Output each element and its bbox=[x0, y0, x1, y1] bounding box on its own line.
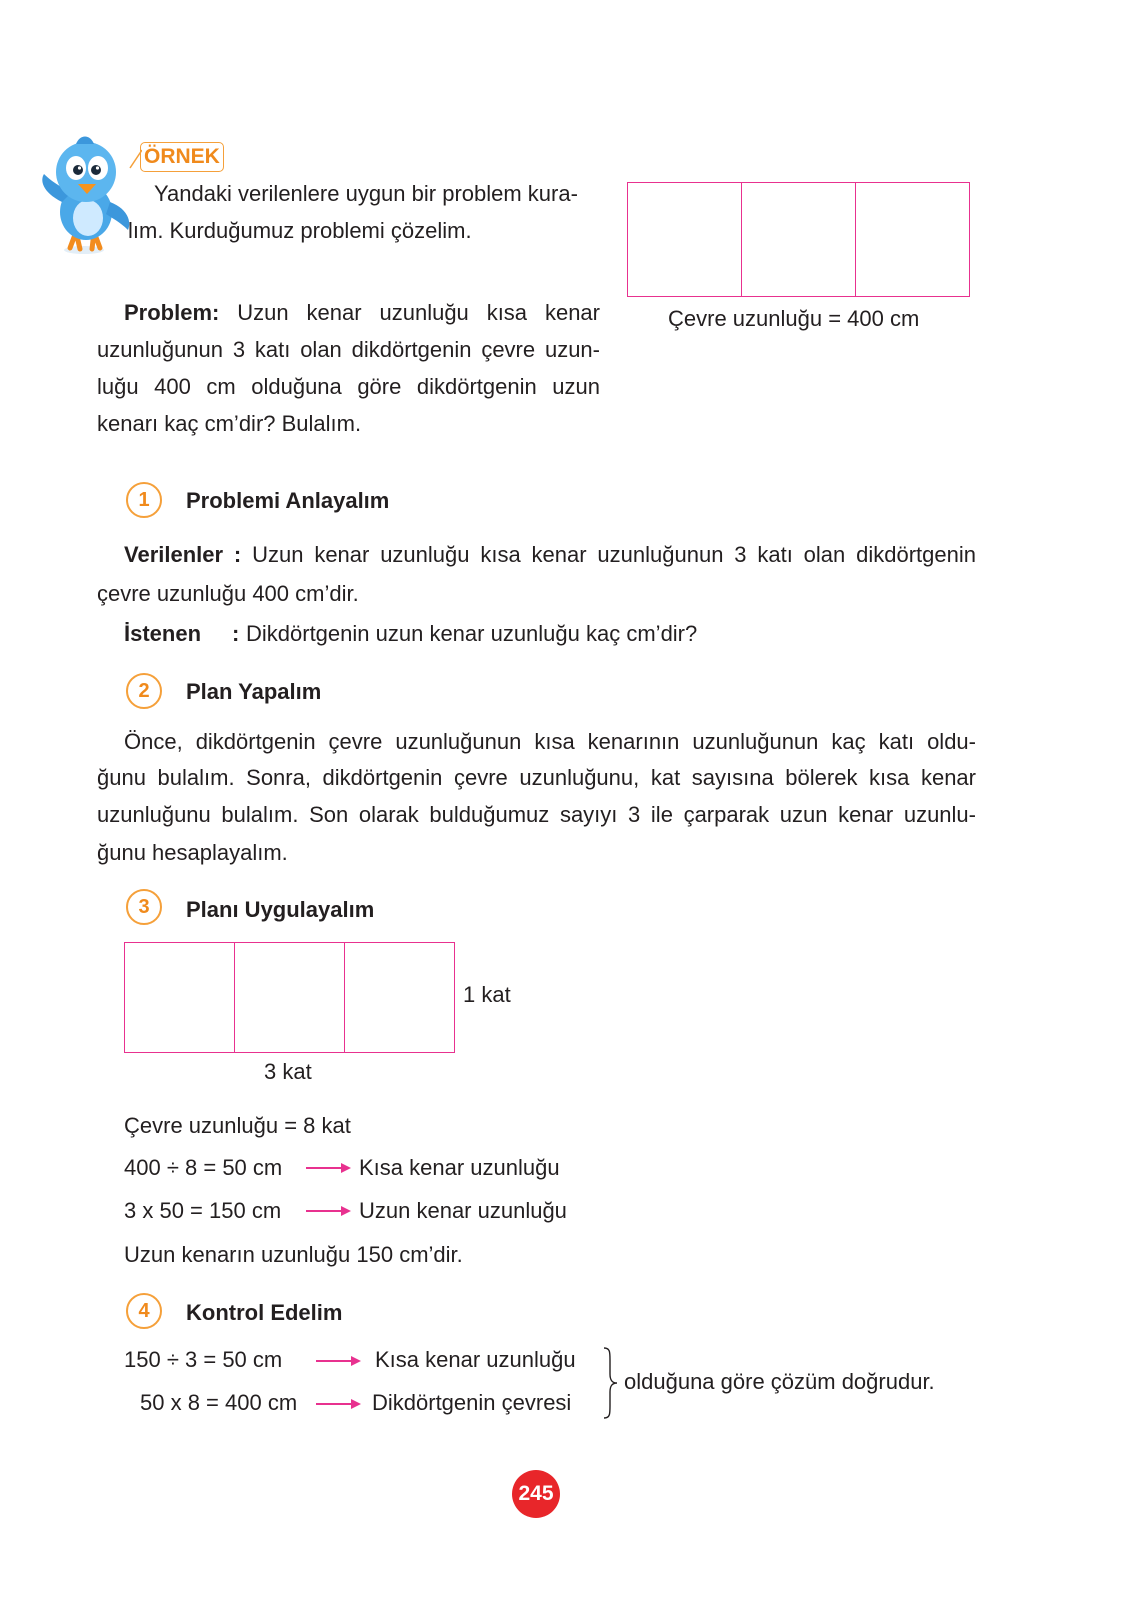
curly-brace-icon bbox=[600, 1346, 620, 1420]
check-calc-1-result: Kısa kenar uzunluğu bbox=[375, 1347, 576, 1372]
apply-calc-1-result: Kısa kenar uzunluğu bbox=[359, 1155, 560, 1180]
apply-rectangle-figure bbox=[124, 942, 455, 1053]
given-line-2: çevre uzunluğu 400 cm’dir. bbox=[97, 581, 359, 606]
apply-conclusion: Uzun kenarın uzunluğu 150 cm’dir. bbox=[124, 1242, 463, 1267]
asked-label: İstenen bbox=[124, 621, 202, 646]
figure-caption: Çevre uzunluğu = 400 cm bbox=[668, 306, 920, 331]
arrow-right-icon bbox=[306, 1160, 352, 1176]
plan-line-1: Önce, dikdörtgenin çevre uzunluğunun kısa kenarının uzunluğunun kaç katı oldu- bbox=[124, 729, 976, 754]
arrow-right-icon bbox=[306, 1203, 352, 1219]
apply-calc-1: 400 ÷ 8 = 50 cm bbox=[124, 1155, 283, 1180]
example-label: ÖRNEK bbox=[140, 142, 224, 172]
arrow-right-icon bbox=[316, 1353, 362, 1369]
check-calc-1: 150 ÷ 3 = 50 cm bbox=[124, 1347, 283, 1372]
problem-line-3: luğu 400 cm olduğuna göre dikdörtgenin uzun bbox=[97, 374, 600, 399]
plan-line-4: ğunu hesaplayalım. bbox=[97, 840, 288, 865]
problem-line-1 bbox=[124, 300, 600, 326]
problem-line-2: uzunluğunun 3 katı olan dikdörtgenin çevre uzun- bbox=[97, 337, 600, 362]
example-rectangle-figure bbox=[627, 182, 970, 297]
step-3-title: Planı Uygulayalım bbox=[186, 897, 375, 922]
apply-calc-2: 3 x 50 = 150 cm bbox=[124, 1198, 282, 1223]
check-conclusion: olduğuna göre çözüm doğrudur. bbox=[624, 1369, 935, 1394]
check-calc-2-result: Dikdörtgenin çevresi bbox=[372, 1390, 572, 1415]
step-1-title: Problemi Anlayalım bbox=[186, 488, 390, 513]
page-number-badge: 245 bbox=[512, 1470, 560, 1518]
bottom-label: 3 kat bbox=[264, 1059, 312, 1084]
plan-line-2: ğunu bulalım. Sonra, dikdörtgenin çevre uzunluğunu, kat sayısına bölerek kısa kenar bbox=[97, 765, 976, 790]
given-line-1 bbox=[124, 542, 976, 568]
intro-line-1: Yandaki verilenlere uygun bir problem kura- bbox=[154, 181, 578, 206]
bird-mascot-icon bbox=[36, 132, 136, 260]
perimeter-line: Çevre uzunluğu = 8 kat bbox=[124, 1113, 351, 1138]
problem-line-4: kenarı kaç cm’dir? Bulalım. bbox=[97, 411, 362, 436]
step-4-circle: 4 bbox=[126, 1293, 162, 1329]
given-label: Verilenler : bbox=[124, 542, 242, 567]
plan-line-3: uzunluğunu bulalım. Son olarak bulduğumuz sayıyı 3 ile çarparak uzun kenar uzunlu- bbox=[97, 802, 976, 827]
step-3-circle: 3 bbox=[126, 889, 162, 925]
asked-text: Dikdörtgenin uzun kenar uzunluğu kaç cm’dir? bbox=[246, 621, 698, 646]
given-text: Uzun kenar uzunluğu kısa kenar uzunluğunun 3 katı olan dikdörtgenin bbox=[252, 542, 976, 567]
side-label: 1 kat bbox=[463, 982, 511, 1007]
step-4-title: Kontrol Edelim bbox=[186, 1300, 343, 1325]
arrow-right-icon bbox=[316, 1396, 362, 1412]
asked-colon: : bbox=[232, 621, 240, 646]
step-2-title: Plan Yapalım bbox=[186, 679, 322, 704]
problem-label: Problem: bbox=[124, 300, 220, 325]
intro-line-2: lım. Kurduğumuz problemi çözelim. bbox=[128, 218, 472, 243]
problem-line-1-text: Uzun kenar uzunluğu kısa kenar bbox=[237, 300, 600, 325]
step-2-circle: 2 bbox=[126, 673, 162, 709]
check-calc-2: 50 x 8 = 400 cm bbox=[140, 1390, 298, 1415]
apply-calc-2-result: Uzun kenar uzunluğu bbox=[359, 1198, 567, 1223]
step-1-circle: 1 bbox=[126, 482, 162, 518]
